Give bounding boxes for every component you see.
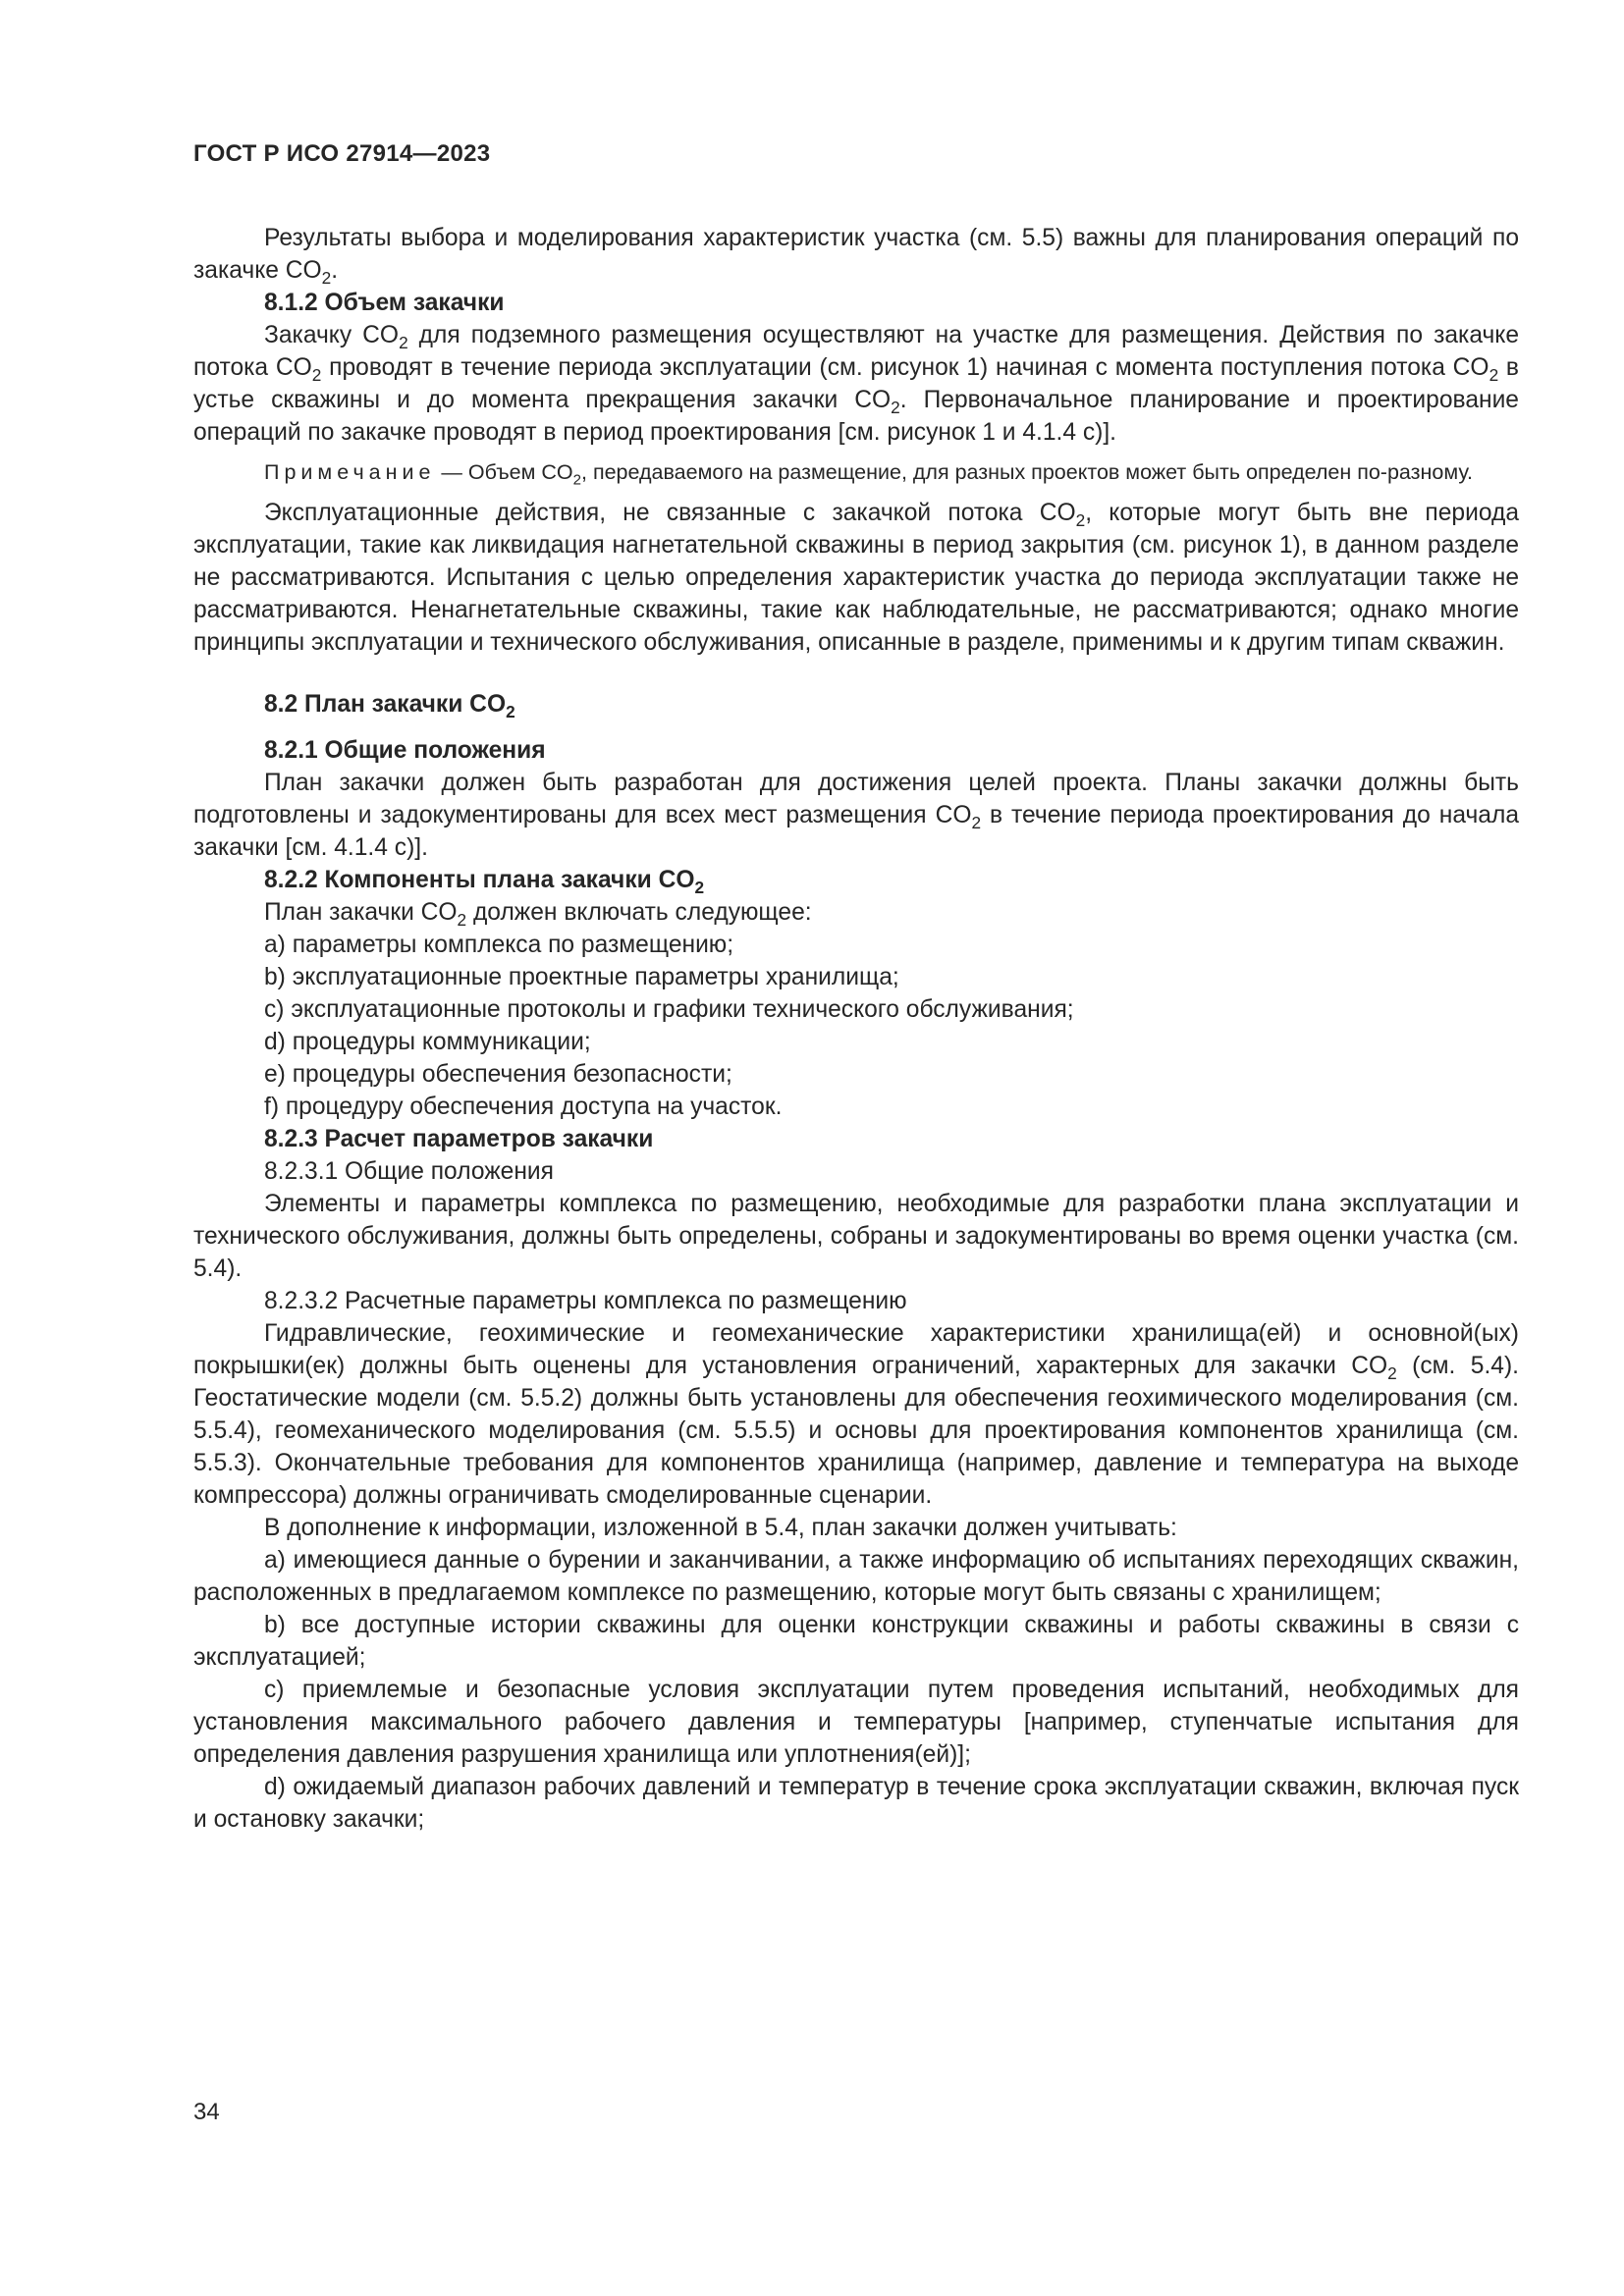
section-heading-8-2-3: 8.2.3 Расчет параметров закачки <box>264 1126 654 1152</box>
paragraph-injection-plan-general: План закачки должен быть разработан для достижения целей проекта. Планы закачки должны быть подготовлены и задокументированы для всех мест размещения $CO_2$ в течение периода проектирования до начала закачки [см. 4.1.4 c)]. <box>193 770 1519 861</box>
paragraph-plan-components-intro: План закачки $CO_2$ должен включать следующее: <box>264 899 812 931</box>
section-heading-8-2-2: 8.2.2 Компоненты плана закачки $CO_2$ <box>264 867 705 898</box>
list-item: d) процедуры коммуникации; <box>264 1029 591 1055</box>
list-item: c) эксплуатационные протоколы и графики технического обслуживания; <box>264 996 1074 1023</box>
document-header: ГОСТ Р ИСО 27914—2023 <box>193 140 491 167</box>
section-heading-8-2-3-1: 8.2.3.1 Общие положения <box>264 1158 554 1185</box>
section-heading-8-2: 8.2 План закачки $CO_2$ <box>264 691 515 722</box>
list-item: f) процедуру обеспечения доступа на участок. <box>264 1094 783 1120</box>
list-item: c) приемлемые и безопасные условия эксплуатации путем проведения испытаний, необходимых для установления максимального рабочего давления и температуры [например, ступенчатые испытания для определения давления разрушения хранилища или уплотнения(ей)]; <box>193 1677 1519 1768</box>
list-item: a) параметры комплекса по размещению; <box>264 932 734 958</box>
list-item: a) имеющиеся данные о бурении и заканчивании, а также информацию об испытаниях переходящих скважин, расположенных в предлагаемом комплексе по размещению, которые могут быть связаны с хранилищем; <box>193 1547 1519 1606</box>
paragraph-complex-elements: Элементы и параметры комплекса по размещению, необходимые для разработки плана эксплуатации и технического обслуживания, должны быть определены, собраны и задокументированы во время оценки участка (см. 5.4). <box>193 1191 1519 1282</box>
plan-components-list <box>193 929 1519 1123</box>
section-heading-8-1-2: 8.1.2 Объем закачки <box>264 290 505 316</box>
intro-paragraph: Результаты выбора и моделирования характеристик участка (см. 5.5) важны для планирования операций по закачке $CO_2$. <box>193 225 1519 289</box>
additional-info-list <box>193 1544 1519 1836</box>
list-item: b) все доступные истории скважины для оценки конструкции скважины и работы скважины в связи с эксплуатацией; <box>193 1612 1519 1671</box>
paragraph-additional-info: В дополнение к информации, изложенной в 5.4, план закачки должен учитывать: <box>264 1515 1177 1541</box>
page-number: 34 <box>193 2099 220 2125</box>
paragraph-operational-actions: Эксплуатационные действия, не связанные с закачкой потока $CO_2$, которые могут быть вне периода эксплуатации, такие как ликвидация нагнетательной скважины в период закрытия (см. рисунок 1), в данном разделе не рассматриваются. Испытания с целью определения характеристик участка до периода эксплуатации также не рассматриваются. Ненагнетательные скважины, такие как наблюдательные, не рассматриваются; однако многие принципы эксплуатации и технического обслуживания, описанные в разделе, применимы и к другим типам скважин. <box>193 500 1520 656</box>
note-paragraph: Примечание — Объем $CO_2$, передаваемого на размещение, для разных проектов может быть определен по-разному. <box>264 460 1473 489</box>
list-item: b) эксплуатационные проектные параметры хранилища; <box>264 964 899 990</box>
paragraph-design-parameters: Гидравлические, геохимические и геомеханические характеристики хранилища(ей) и основной(ых) покрышки(ек) должны быть оценены для установления ограничений, характерных для закачки $CO_2$ (см. 5.4). Геостатические модели (см. 5.5.2) должны быть установлены для обеспечения геохимического моделирования (см. 5.5.4), геомеханического моделирования (см. 5.5.5) и основы для проектирования компонентов хранилища (см. 5.5.3). Окончательные требования для компонентов хранилища (например, давление и температура на выходе компрессора) должны ограничивать смоделированные сценарии. <box>193 1320 1519 1509</box>
paragraph-injection-volume: Закачку $CO_2$ для подземного размещения осуществляют на участке для размещения. Действия по закачке потока $CO_2$ проводят в течение периода эксплуатации (см. рисунок 1) начиная с момента поступления потока $CO_2$ в устье скважины и до момента прекращения закачки $CO_2$. Первоначальное планирование и проектирование операций по закачке проводят в период проектирования [см. рисунок 1 и 4.1.4 c)]. <box>193 322 1519 446</box>
list-item: d) ожидаемый диапазон рабочих давлений и температур в течение срока эксплуатации скважин, включая пуск и остановку закачки; <box>193 1774 1519 1833</box>
section-heading-8-2-1: 8.2.1 Общие положения <box>264 737 546 764</box>
list-item: e) процедуры обеспечения безопасности; <box>264 1061 732 1088</box>
document-page <box>193 137 1519 1836</box>
section-heading-8-2-3-2: 8.2.3.2 Расчетные параметры комплекса по размещению <box>264 1288 907 1314</box>
note-label: Примечание <box>264 460 436 484</box>
